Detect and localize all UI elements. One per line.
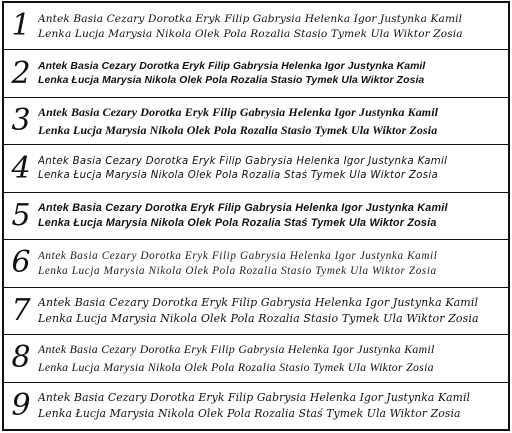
sample-line-2: Lenka Łucja Marysia Nikola Olek Pola Rozalia Stasio Tymek Ula Wiktor Zosia <box>38 75 425 87</box>
sample-line-1: Antek Basia Cezary Dorotka Eryk Filip Gabrysia Helenka Igor Justynka Kamil <box>38 156 448 168</box>
sample-line-1: Antek Basia Cezary Dorotka Eryk Filip Gabrysia Helenka Igor Justynka Kamil <box>38 391 471 405</box>
sample-number: 2 <box>11 55 31 91</box>
sample-line-2: Lenka Łucja Marysia Nikola Olek Pola Rozalia Staś Tymek Ula Wiktor Zosia <box>38 407 461 421</box>
sample-text <box>38 202 508 229</box>
sample-number: 5 <box>11 197 31 233</box>
sample-line-2: Lenka Łucja Marysia Nikola Olek Pola Rozalia Staś Tymek Ula Wiktor Zosia <box>38 170 438 182</box>
sample-number: 7 <box>11 292 31 328</box>
sample-text <box>38 13 508 40</box>
sample-line-1: Antek Basia Cezary Dorotka Eryk Filip Gabrysia Helenka Igor Justynka Kamil <box>38 296 479 310</box>
font-sample-row-7 <box>4 287 508 334</box>
font-sample-row-3 <box>4 97 508 144</box>
sample-text <box>38 61 508 86</box>
sample-number: 6 <box>11 245 31 281</box>
sample-text <box>38 105 508 138</box>
font-sample-row-9 <box>4 382 508 429</box>
sample-number: 4 <box>11 150 31 186</box>
font-sample-sheet <box>2 1 510 431</box>
sample-text <box>38 156 508 181</box>
sample-line-2: Lenka Lucja Marysia Nikola Olek Pola Rozalia Stasio Tymek Ula Wiktor Zosia <box>38 359 434 374</box>
sample-text <box>38 250 508 277</box>
sample-text <box>38 342 508 375</box>
sample-text <box>38 391 508 420</box>
sample-line-1: Antek Basia Cezary Dorotka Eryk Filip Gabrysia Helenka Igor Justynka Kamil <box>38 341 435 356</box>
sample-text <box>38 296 508 325</box>
font-sample-row-6 <box>4 239 508 286</box>
font-sample-row-4 <box>4 144 508 191</box>
sample-line-1: Antek Basia Cezary Dorotka Eryk Filip Gabrysia Helenka Igor Justynka Kamil <box>38 249 438 262</box>
sample-line-1: Antek Basia Cezary Dorotka Eryk Filip Gabrysia Helenka Igor Justynka Kamil <box>38 104 439 119</box>
sample-number: 1 <box>11 8 31 44</box>
sample-line-2: Lenka Lucja Marysia Nikola Olek Pola Rozalia Stasio Tymek Ula Wiktor Zosia <box>38 264 437 277</box>
sample-line-1: Antek Basia Cezary Dorotka Eryk Filip Gabrysia Helenka Igor Justynka Kamil <box>38 202 448 215</box>
font-sample-row-2 <box>4 49 508 96</box>
font-sample-row-5 <box>4 192 508 239</box>
sample-number: 3 <box>11 103 31 139</box>
sample-line-1: Antek Basia Cezary Dorotka Eryk Filip Gabrysia Helenka Igor Justynka Kamil <box>38 12 463 25</box>
sample-number: 8 <box>11 340 31 376</box>
sample-line-1: Antek Basia Cezary Dorotka Eryk Filip Gabrysia Helenka Igor Justynka Kamil <box>38 61 426 73</box>
font-sample-row-8 <box>4 334 508 381</box>
sample-line-2: Lenka Lucja Marysia Nikola Olek Pola Rozalia Stasio Tymek Ula Wiktor Zosia <box>38 27 463 40</box>
sample-number: 9 <box>11 387 31 423</box>
font-sample-row-1 <box>4 3 508 49</box>
sample-line-2: Lenka Łucja Marysia Nikola Olek Pola Rozalia Staś Tymek Ula Wiktor Zosia <box>38 217 437 230</box>
sample-line-2: Lenka Lucja Marysia Nikola Olek Pola Rozalia Stasio Tymek Ula Wiktor Zosia <box>38 122 438 137</box>
sample-line-2: Lenka Lucja Marysia Nikola Olek Pola Rozalia Stasio Tymek Ula Wiktor Zosia <box>38 312 479 326</box>
